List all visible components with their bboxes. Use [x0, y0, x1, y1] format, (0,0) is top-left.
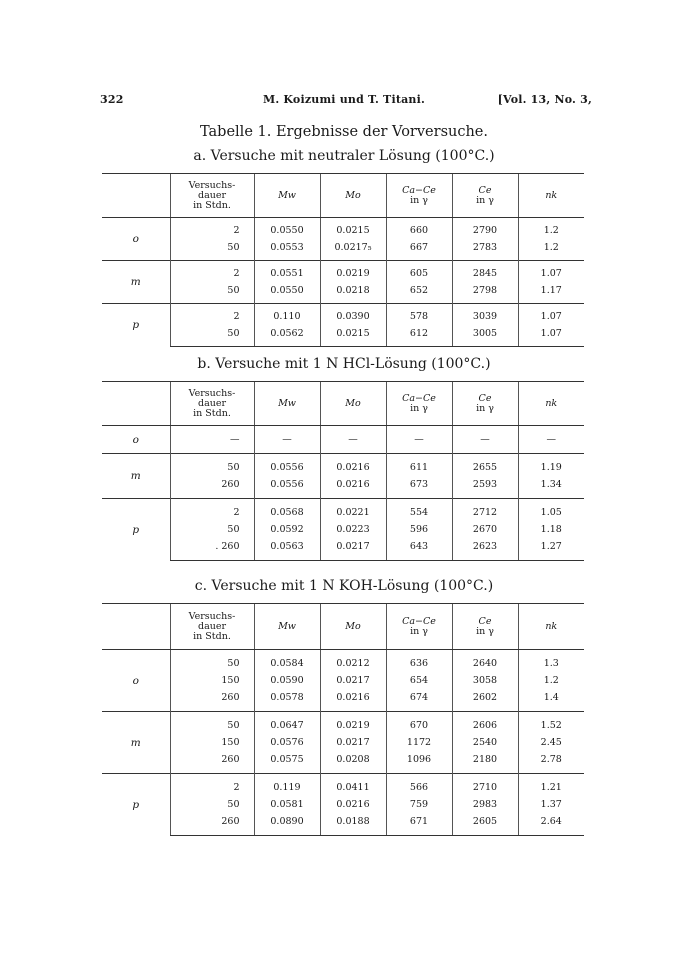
cell-mw: 0.0578	[254, 689, 320, 712]
table-row	[102, 538, 584, 561]
table-b-caption: b. Versuche mit 1 N HCl-Lösung (100°C.)	[197, 356, 491, 372]
header-ca-ce-label: Ca−Ce	[402, 615, 436, 627]
cell-ca-ce: 660	[386, 218, 452, 240]
cell-nk: 1.17	[518, 282, 584, 304]
cell-mo: 0.0215	[320, 218, 386, 240]
header-ca-ce	[386, 604, 452, 650]
header-duration-line: in Stdn.	[193, 199, 231, 211]
cell-ca-ce: 759	[386, 796, 452, 813]
cell-mo: 0.0217₅	[320, 239, 386, 261]
isomer-label: p	[102, 774, 170, 836]
cell-ca-ce: 671	[386, 813, 452, 836]
header-ca-ce-label: Ca−Ce	[402, 184, 436, 196]
cell-ca-ce: 670	[386, 712, 452, 735]
cell-mw: 0.0550	[254, 218, 320, 240]
cell-mo: 0.0215	[320, 325, 386, 347]
cell-duration: 50	[170, 282, 254, 304]
cell-ca-ce: 1172	[386, 734, 452, 751]
cell-nk: 1.34	[518, 476, 584, 499]
header-duration-line: in Stdn.	[193, 630, 231, 642]
cell-nk: 1.52	[518, 712, 584, 735]
cell-ca-ce: 596	[386, 521, 452, 538]
table-c-caption: c. Versuche mit 1 N KOH-Lösung (100°C.)	[194, 578, 494, 594]
header-mw: Mw	[254, 382, 320, 426]
cell-ca-ce: 612	[386, 325, 452, 347]
cell-mw: 0.0556	[254, 454, 320, 477]
cell-nk: —	[518, 426, 584, 454]
header-ce-label: Ce	[478, 392, 492, 404]
table-row	[102, 454, 584, 477]
cell-nk: 1.18	[518, 521, 584, 538]
cell-ca-ce: 611	[386, 454, 452, 477]
cell-mw: 0.0581	[254, 796, 320, 813]
cell-ce: 2640	[452, 650, 518, 673]
header-nk: nk	[518, 382, 584, 426]
cell-mo: 0.0221	[320, 499, 386, 522]
header-ce-unit: in γ	[476, 402, 494, 414]
cell-ca-ce: 674	[386, 689, 452, 712]
cell-mw: —	[254, 426, 320, 454]
cell-mw: 0.0556	[254, 476, 320, 499]
header-nk: nk	[518, 604, 584, 650]
cell-ca-ce: 643	[386, 538, 452, 561]
cell-ce: 2845	[452, 261, 518, 283]
cell-nk: 1.07	[518, 261, 584, 283]
header-ce-unit: in γ	[476, 625, 494, 637]
cell-ce: 2712	[452, 499, 518, 522]
cell-nk: 1.07	[518, 304, 584, 326]
cell-ce: 2605	[452, 813, 518, 836]
table-row	[102, 712, 584, 735]
cell-ce: 2606	[452, 712, 518, 735]
table-row	[102, 325, 584, 347]
table-row	[102, 650, 584, 673]
table-row	[102, 282, 584, 304]
cell-ce: 2593	[452, 476, 518, 499]
cell-nk: 1.21	[518, 774, 584, 797]
table-row	[102, 689, 584, 712]
cell-mo: 0.0217	[320, 734, 386, 751]
cell-nk: 1.2	[518, 218, 584, 240]
table-row	[102, 521, 584, 538]
cell-nk: 2.78	[518, 751, 584, 774]
isomer-label: m	[102, 261, 170, 304]
cell-ca-ce: 652	[386, 282, 452, 304]
cell-duration: 50	[170, 796, 254, 813]
table-row	[102, 672, 584, 689]
cell-mw: 0.0590	[254, 672, 320, 689]
cell-duration: . 260	[170, 538, 254, 561]
cell-mo: 0.0216	[320, 796, 386, 813]
cell-duration: 2	[170, 304, 254, 326]
cell-ca-ce: 554	[386, 499, 452, 522]
header-mw: Mw	[254, 604, 320, 650]
volume-info: [Vol. 13, No. 3,	[497, 93, 592, 106]
cell-nk: 1.19	[518, 454, 584, 477]
cell-mw: 0.110	[254, 304, 320, 326]
cell-ca-ce: 673	[386, 476, 452, 499]
cell-ca-ce: 566	[386, 774, 452, 797]
cell-mw: 0.0647	[254, 712, 320, 735]
cell-duration: 2	[170, 261, 254, 283]
cell-ca-ce: 667	[386, 239, 452, 261]
isomer-label: m	[102, 454, 170, 499]
cell-nk: 1.2	[518, 672, 584, 689]
header-ce	[452, 382, 518, 426]
cell-duration: 50	[170, 239, 254, 261]
cell-ce: 2623	[452, 538, 518, 561]
cell-mo: 0.0218	[320, 282, 386, 304]
cell-nk: 1.4	[518, 689, 584, 712]
table-a	[102, 173, 584, 347]
table-row	[102, 304, 584, 326]
cell-mo: 0.0216	[320, 689, 386, 712]
header-duration-line: dauer	[197, 189, 227, 201]
cell-ce: 2983	[452, 796, 518, 813]
cell-mw: 0.119	[254, 774, 320, 797]
header-mo: Mo	[320, 382, 386, 426]
header-ca-ce-label: Ca−Ce	[402, 392, 436, 404]
cell-nk: 1.37	[518, 796, 584, 813]
cell-mo: 0.0219	[320, 261, 386, 283]
table-b	[102, 381, 584, 561]
cell-ce: 3058	[452, 672, 518, 689]
table-row	[102, 751, 584, 774]
cell-duration: 50	[170, 521, 254, 538]
cell-ce: 2540	[452, 734, 518, 751]
header-duration	[170, 604, 254, 650]
table-row	[102, 239, 584, 261]
cell-ca-ce: 605	[386, 261, 452, 283]
header-ce-label: Ce	[478, 184, 492, 196]
header-ce-unit: in γ	[476, 194, 494, 206]
cell-nk: 2.64	[518, 813, 584, 836]
table-row	[102, 796, 584, 813]
table-title: Tabelle 1. Ergebnisse der Vorversuche.	[199, 124, 488, 140]
cell-duration: 50	[170, 650, 254, 673]
header-mo: Mo	[320, 174, 386, 218]
table-row	[102, 774, 584, 797]
cell-ce: 2798	[452, 282, 518, 304]
cell-mw: 0.0568	[254, 499, 320, 522]
header-duration-line: Versuchs-	[188, 387, 236, 399]
cell-mw: 0.0562	[254, 325, 320, 347]
header-mw: Mw	[254, 174, 320, 218]
cell-mo: 0.0223	[320, 521, 386, 538]
cell-ce: 2783	[452, 239, 518, 261]
table-row	[102, 813, 584, 836]
cell-ce: 2710	[452, 774, 518, 797]
cell-duration: 50	[170, 325, 254, 347]
cell-ce: 2602	[452, 689, 518, 712]
header-duration	[170, 382, 254, 426]
table-row	[102, 476, 584, 499]
cell-mo: 0.0217	[320, 538, 386, 561]
cell-mw: 0.0576	[254, 734, 320, 751]
table-row	[102, 499, 584, 522]
cell-mw: 0.0563	[254, 538, 320, 561]
cell-ca-ce: 654	[386, 672, 452, 689]
cell-duration: 2	[170, 774, 254, 797]
cell-mo: 0.0188	[320, 813, 386, 836]
cell-nk: 1.05	[518, 499, 584, 522]
table-row	[102, 218, 584, 240]
cell-mw: 0.0551	[254, 261, 320, 283]
cell-duration: 260	[170, 813, 254, 836]
header-blank	[102, 382, 170, 426]
isomer-label: o	[132, 233, 139, 245]
cell-mw: 0.0550	[254, 282, 320, 304]
cell-nk: 1.3	[518, 650, 584, 673]
cell-duration: 150	[170, 734, 254, 751]
cell-ce: —	[452, 426, 518, 454]
header-duration-line: dauer	[197, 620, 227, 632]
isomer-label: m	[102, 712, 170, 774]
cell-mo: 0.0216	[320, 476, 386, 499]
cell-duration: 2	[170, 218, 254, 240]
cell-duration: 260	[170, 751, 254, 774]
cell-ce: 3039	[452, 304, 518, 326]
cell-mw: 0.0592	[254, 521, 320, 538]
cell-ce: 2670	[452, 521, 518, 538]
cell-mw: 0.0575	[254, 751, 320, 774]
header-duration-line: Versuchs-	[188, 179, 236, 191]
cell-ca-ce: 1096	[386, 751, 452, 774]
cell-ce: 3005	[452, 325, 518, 347]
cell-duration: 150	[170, 672, 254, 689]
cell-mw: 0.0553	[254, 239, 320, 261]
isomer-label: o	[132, 433, 139, 446]
cell-duration: 260	[170, 476, 254, 499]
cell-mw: 0.0584	[254, 650, 320, 673]
cell-nk: 1.2	[518, 239, 584, 261]
cell-mo: 0.0212	[320, 650, 386, 673]
cell-mo: 0.0390	[320, 304, 386, 326]
cell-mo: 0.0411	[320, 774, 386, 797]
cell-mo: 0.0216	[320, 454, 386, 477]
header-nk: nk	[518, 174, 584, 218]
header-duration	[170, 174, 254, 218]
isomer-label: p	[102, 499, 170, 561]
header-blank	[102, 604, 170, 650]
header-ca-ce	[386, 174, 452, 218]
cell-ce: 2180	[452, 751, 518, 774]
isomer-label: p	[102, 304, 170, 347]
table-row	[102, 734, 584, 751]
cell-mo: —	[320, 426, 386, 454]
header-ce	[452, 604, 518, 650]
page-number: 322	[100, 93, 124, 106]
header-ca-ce-unit: in γ	[410, 402, 428, 414]
cell-mo: 0.0217	[320, 672, 386, 689]
header-ca-ce-unit: in γ	[410, 194, 428, 206]
header-duration-line: dauer	[197, 397, 227, 409]
table-a-caption: a. Versuche mit neutraler Lösung (100°C.)	[193, 148, 495, 164]
header-duration-line: in Stdn.	[193, 407, 231, 419]
cell-mo: 0.0208	[320, 751, 386, 774]
header-ca-ce-unit: in γ	[410, 625, 428, 637]
cell-ce: 2655	[452, 454, 518, 477]
cell-duration: —	[170, 426, 254, 454]
table-c	[102, 603, 584, 836]
header-ce	[452, 174, 518, 218]
cell-ce: 2790	[452, 218, 518, 240]
isomer-label: o	[132, 674, 139, 687]
header-blank	[102, 174, 170, 218]
cell-duration: 260	[170, 689, 254, 712]
header-mo: Mo	[320, 604, 386, 650]
cell-nk: 1.27	[518, 538, 584, 561]
cell-duration: 2	[170, 499, 254, 522]
cell-ca-ce: 636	[386, 650, 452, 673]
cell-ca-ce: —	[386, 426, 452, 454]
cell-mo: 0.0219	[320, 712, 386, 735]
cell-duration: 50	[170, 712, 254, 735]
header-duration-line: Versuchs-	[188, 610, 236, 622]
cell-nk: 1.07	[518, 325, 584, 347]
running-authors: M. Koizumi und T. Titani.	[262, 93, 426, 106]
table-row	[102, 426, 584, 454]
header-ce-label: Ce	[478, 615, 492, 627]
cell-mw: 0.0890	[254, 813, 320, 836]
cell-nk: 2.45	[518, 734, 584, 751]
header-ca-ce	[386, 382, 452, 426]
cell-duration: 50	[170, 454, 254, 477]
cell-ca-ce: 578	[386, 304, 452, 326]
table-row	[102, 261, 584, 283]
